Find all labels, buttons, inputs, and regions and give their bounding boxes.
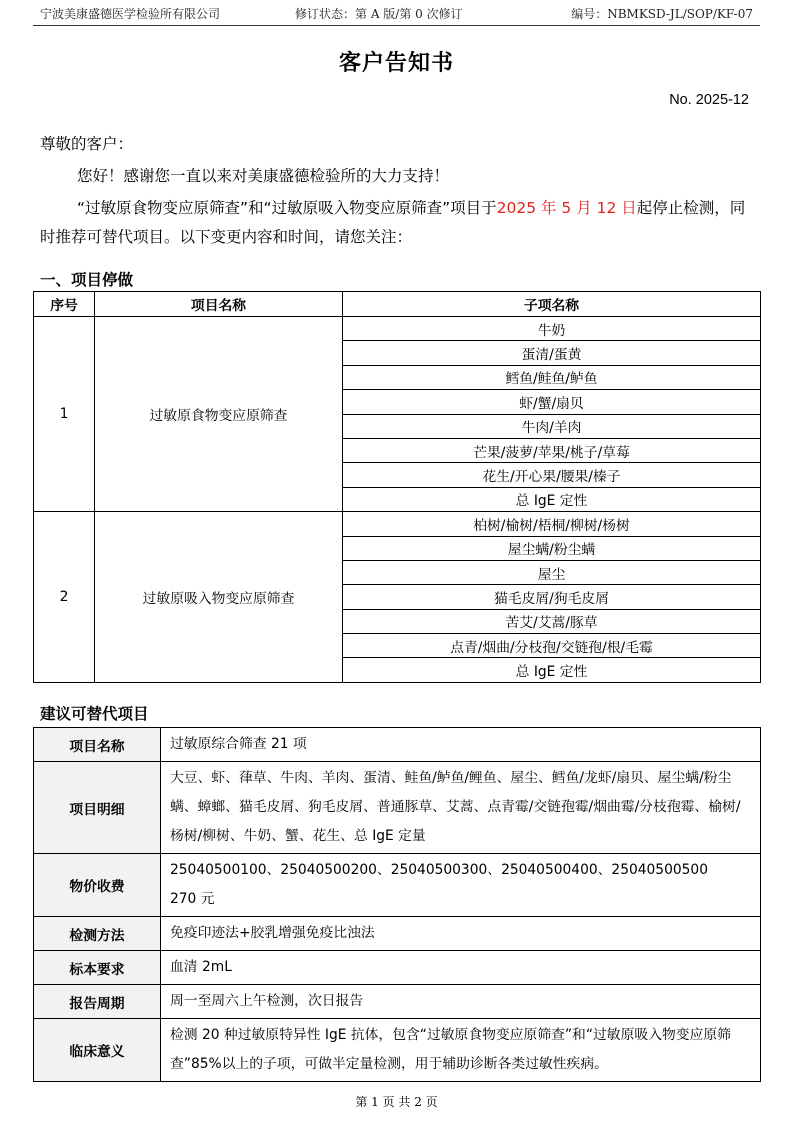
detail-value-text: 检测 20 种过敏原特异性 IgE 抗体，包含“过敏原食物变应原筛查”和“过敏原吸入物变应原筛查”85%以上的子项，可做半定量检测，用于辅助诊断各类过敏性疾病。 xyxy=(170,1027,731,1072)
sub-item-name: 牛肉/羊肉 xyxy=(343,414,761,438)
detail-label: 临床意义 xyxy=(34,1019,161,1082)
detail-row xyxy=(34,762,761,854)
alternative-item-table xyxy=(33,727,761,1082)
detail-row xyxy=(34,951,761,985)
intro-paragraph: 您好！感谢您一直以来对美康盛德检验所的大力支持！ xyxy=(77,167,450,185)
sub-item-name: 鳕鱼/鲑鱼/鲈鱼 xyxy=(343,365,761,389)
sub-item-name: 蛋清/蛋黄 xyxy=(343,341,761,365)
document-number: No. 2025-12 xyxy=(669,92,749,108)
notice-pre: “过敏原食物变应原筛查”和“过敏原吸入物变应原筛查”项目于 xyxy=(77,199,497,217)
section-stopped-title: 一、项目停做 xyxy=(40,271,134,289)
sub-item-name: 芒果/菠萝/苹果/桃子/草莓 xyxy=(343,438,761,462)
detail-value xyxy=(161,854,761,917)
greeting: 尊敬的客户： xyxy=(40,135,134,153)
detail-value xyxy=(161,985,761,1019)
detail-row xyxy=(34,854,761,917)
sub-item-name: 猫毛皮屑/狗毛皮屑 xyxy=(343,585,761,609)
detail-row xyxy=(34,728,761,762)
page-header xyxy=(40,5,753,23)
detail-value-text: 25040500100、25040500200、25040500300、25040500400、25040500500 xyxy=(170,862,708,878)
detail-label: 检测方法 xyxy=(34,917,161,951)
detail-label: 标本要求 xyxy=(34,951,161,985)
section-alternative-title: 建议可替代项目 xyxy=(40,705,149,723)
table-header-row xyxy=(34,292,761,317)
detail-value-text: 周一至周六上午检测，次日报告 xyxy=(170,993,364,1009)
detail-label: 项目名称 xyxy=(34,728,161,762)
detail-value-price: 270 元 xyxy=(170,891,215,907)
detail-value-text: 过敏原综合筛查 21 项 xyxy=(170,736,307,752)
header-sub: 子项名称 xyxy=(343,292,761,317)
header-code: 编号：NBMKSD-JL/SOP/KF-07 xyxy=(571,7,753,21)
detail-value xyxy=(161,1019,761,1082)
header-divider xyxy=(33,25,760,26)
header-name: 项目名称 xyxy=(95,292,343,317)
group-project-name: 过敏原吸入物变应原筛查 xyxy=(95,512,343,683)
sub-item-name: 虾/蟹/扇贝 xyxy=(343,390,761,414)
alternative-item-body xyxy=(34,728,761,1082)
table-row xyxy=(34,317,761,341)
group-number: 2 xyxy=(34,512,95,683)
notice-post: 起停止检测，同时推荐可替代项目。以下变更内容和时间，请您关注： xyxy=(40,199,746,246)
detail-row xyxy=(34,985,761,1019)
sub-item-name: 花生/开心果/腰果/榛子 xyxy=(343,463,761,487)
table-row xyxy=(34,512,761,536)
sub-item-name: 柏树/榆树/梧桐/柳树/杨树 xyxy=(343,512,761,536)
header-revision: 修订状态：第 A 版/第 0 次修订 xyxy=(295,7,463,21)
detail-value xyxy=(161,762,761,854)
detail-row xyxy=(34,1019,761,1082)
notice-paragraph xyxy=(40,194,753,252)
sub-item-name: 牛奶 xyxy=(343,317,761,341)
detail-label: 项目明细 xyxy=(34,762,161,854)
sub-item-name: 苦艾/艾蒿/豚草 xyxy=(343,609,761,633)
detail-row xyxy=(34,917,761,951)
detail-label: 报告周期 xyxy=(34,985,161,1019)
detail-value xyxy=(161,728,761,762)
page-footer xyxy=(0,1093,793,1110)
sub-item-name: 总 IgE 定性 xyxy=(343,487,761,511)
page-number: 第 1 页 共 2 页 xyxy=(355,1095,438,1109)
detail-value xyxy=(161,917,761,951)
header-no: 序号 xyxy=(34,292,95,317)
detail-value-text: 血清 2mL xyxy=(170,959,232,975)
sub-item-name: 总 IgE 定性 xyxy=(343,658,761,682)
sub-item-name: 屋尘 xyxy=(343,560,761,584)
notice-date: 2025 年 5 月 12 日 xyxy=(496,199,637,217)
header-org: 宁波美康盛德医学检验所有限公司 xyxy=(40,7,221,21)
detail-label: 物价收费 xyxy=(34,854,161,917)
sub-item-name: 点青/烟曲/分枝孢/交链孢/根/毛霉 xyxy=(343,634,761,658)
group-project-name: 过敏原食物变应原筛查 xyxy=(95,317,343,512)
sub-item-name: 屋尘螨/粉尘螨 xyxy=(343,536,761,560)
group-number: 1 xyxy=(34,317,95,512)
detail-value-text: 大豆、虾、葎草、牛肉、羊肉、蛋清、鲑鱼/鲈鱼/鲤鱼、屋尘、鳕鱼/龙虾/扇贝、屋尘螨/粉尘螨、蟑螂、猫毛皮屑、狗毛皮屑、普通豚草、艾蒿、点青霉/交链孢霉/烟曲霉/分枝孢霉、榆树/杨树/柳树、牛奶、蟹、花生、总 IgE 定量 xyxy=(170,770,741,844)
stopped-items-body xyxy=(34,317,761,683)
page-title: 客户告知书 xyxy=(338,51,454,76)
detail-value-text: 免疫印迹法+胶乳增强免疫比浊法 xyxy=(170,925,375,941)
stopped-items-table xyxy=(33,291,761,683)
detail-value xyxy=(161,951,761,985)
